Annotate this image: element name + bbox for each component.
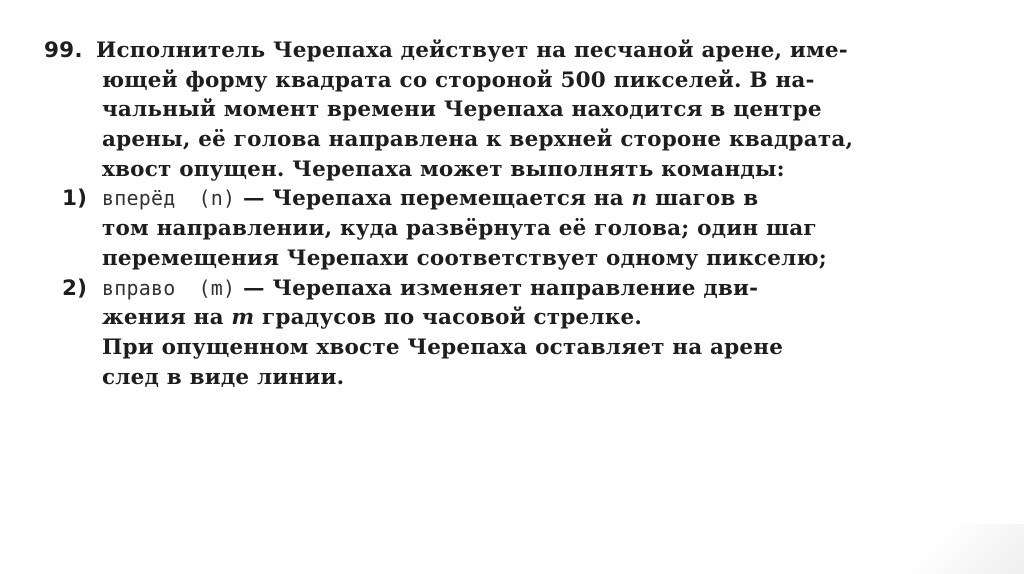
intro-line-3: чальный момент времени Черепаха находится в центре xyxy=(102,97,822,123)
item-1-text-b: шагов в xyxy=(655,186,759,212)
problem-number: 99. xyxy=(44,38,83,63)
item-2-line2-a: жения на xyxy=(102,305,224,331)
item-1-line-2: том направлении, куда развёрнута её голова; один шаг xyxy=(102,216,817,242)
command-forward-arg: (n) xyxy=(198,186,236,211)
item-2-text-a: — Черепаха изменяет направление дви- xyxy=(242,275,759,301)
slide-corner-shadow xyxy=(864,524,1024,574)
command-right: вправо xyxy=(102,275,176,300)
intro-text-1: Исполнитель Черепаха действует на песчаной арене, име- xyxy=(96,38,848,63)
item-1-line-3: перемещения Черепахи соответствует одному пикселю; xyxy=(102,245,827,271)
item-2-line-2 xyxy=(44,303,924,333)
closing-line-1: При опущенном хвосте Черепаха оставляет на арене xyxy=(102,334,784,360)
problem-99 xyxy=(44,36,924,392)
variable-n: n xyxy=(631,186,648,212)
intro-line-1 xyxy=(44,36,924,66)
item-1-text-a: — Черепаха перемещается на xyxy=(242,186,624,212)
item-1-line-1 xyxy=(44,184,924,214)
intro-line-2: ющей форму квадрата со стороной 500 пикселей. В на- xyxy=(102,67,815,93)
command-right-arg: (m) xyxy=(198,275,236,300)
intro-line-5: хвост опущен. Черепаха может выполнять команды: xyxy=(102,156,785,182)
item-2-line2-b: градусов по часовой стрелке. xyxy=(262,305,643,331)
item-2-number: 2) xyxy=(62,275,88,301)
item-1-number: 1) xyxy=(62,186,88,212)
item-2-line-1 xyxy=(44,274,924,304)
variable-m: m xyxy=(231,305,255,331)
intro-line-4: арены, её голова направлена к верхней стороне квадрата, xyxy=(102,127,854,153)
command-forward: вперёд xyxy=(102,186,176,211)
closing-line-2: след в виде линии. xyxy=(102,364,345,390)
